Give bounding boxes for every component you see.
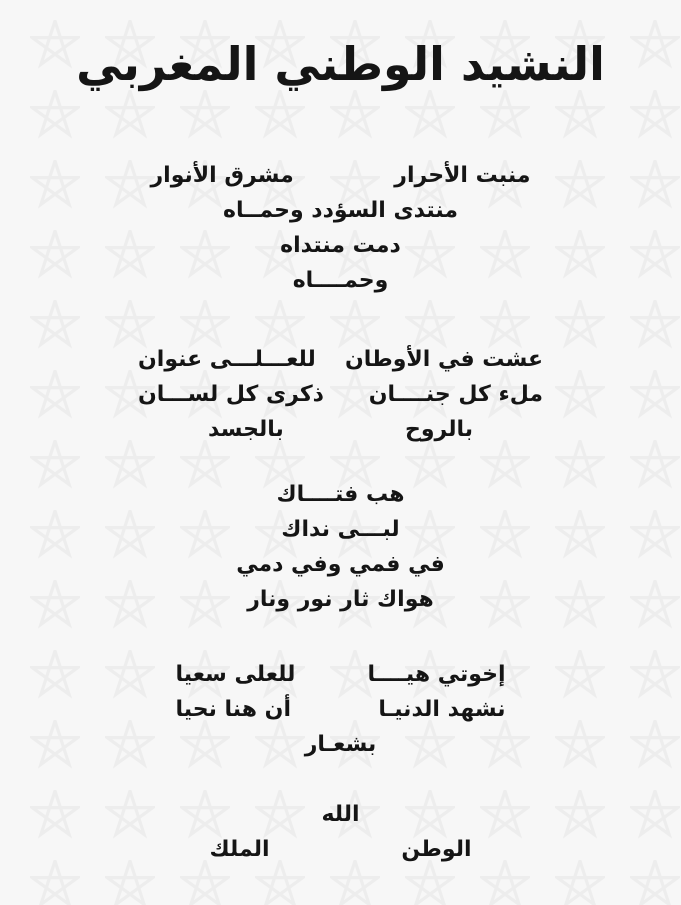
hemistich-left: الملك [209,837,270,862]
stanza-1 [0,158,681,298]
verse-line: دمت منتداه [280,233,401,258]
stanza-2 [0,342,681,447]
verse-line: هب فتــــاك [276,482,405,507]
verse-line: لبـــى نداك [281,517,400,542]
hemistich-right: ملء كل جنــــان [368,382,543,407]
hemistich-right: إخوتي هيــــا [367,662,506,687]
verse-line: هواك ثار نور ونار [247,587,434,612]
verse-line: في فمي وفي دمي [236,552,445,577]
verse-line [138,377,543,412]
stanza-4 [0,657,681,762]
stanza-3 [0,477,681,617]
hemistich-right: نشهد الدنيـا [378,697,506,722]
verse-line [210,832,472,867]
hemistich-left: بالجسد [208,417,284,442]
verse-line [138,342,543,377]
hemistich-right: منبت الأحرار [394,163,531,188]
verse-line: وحمــــاه [292,268,389,293]
hemistich-left: أن هنا نحيا [175,697,291,722]
verse-line [176,692,506,727]
verse-line: الله [321,802,360,827]
hemistich-right: عشت في الأوطان [344,347,543,372]
verse-line [151,158,531,193]
stanza-5 [0,797,681,867]
verse-line: منتدى السؤدد وحمــاه [223,198,458,223]
verse-line: بشعـار [304,732,377,757]
verse-line [176,657,506,692]
hemistich-left: مشرق الأنوار [150,163,294,188]
hemistich-left: للعـــلـــى عنوان [138,347,316,372]
verse-line [208,412,473,447]
hemistich-right: الوطن [401,837,472,862]
hemistich-left: ذكرى كل لســـان [138,382,324,407]
hemistich-left: للعلى سعيا [175,662,296,687]
page-title: النشيد الوطني المغربي [76,37,605,91]
hemistich-right: بالروح [405,417,473,442]
